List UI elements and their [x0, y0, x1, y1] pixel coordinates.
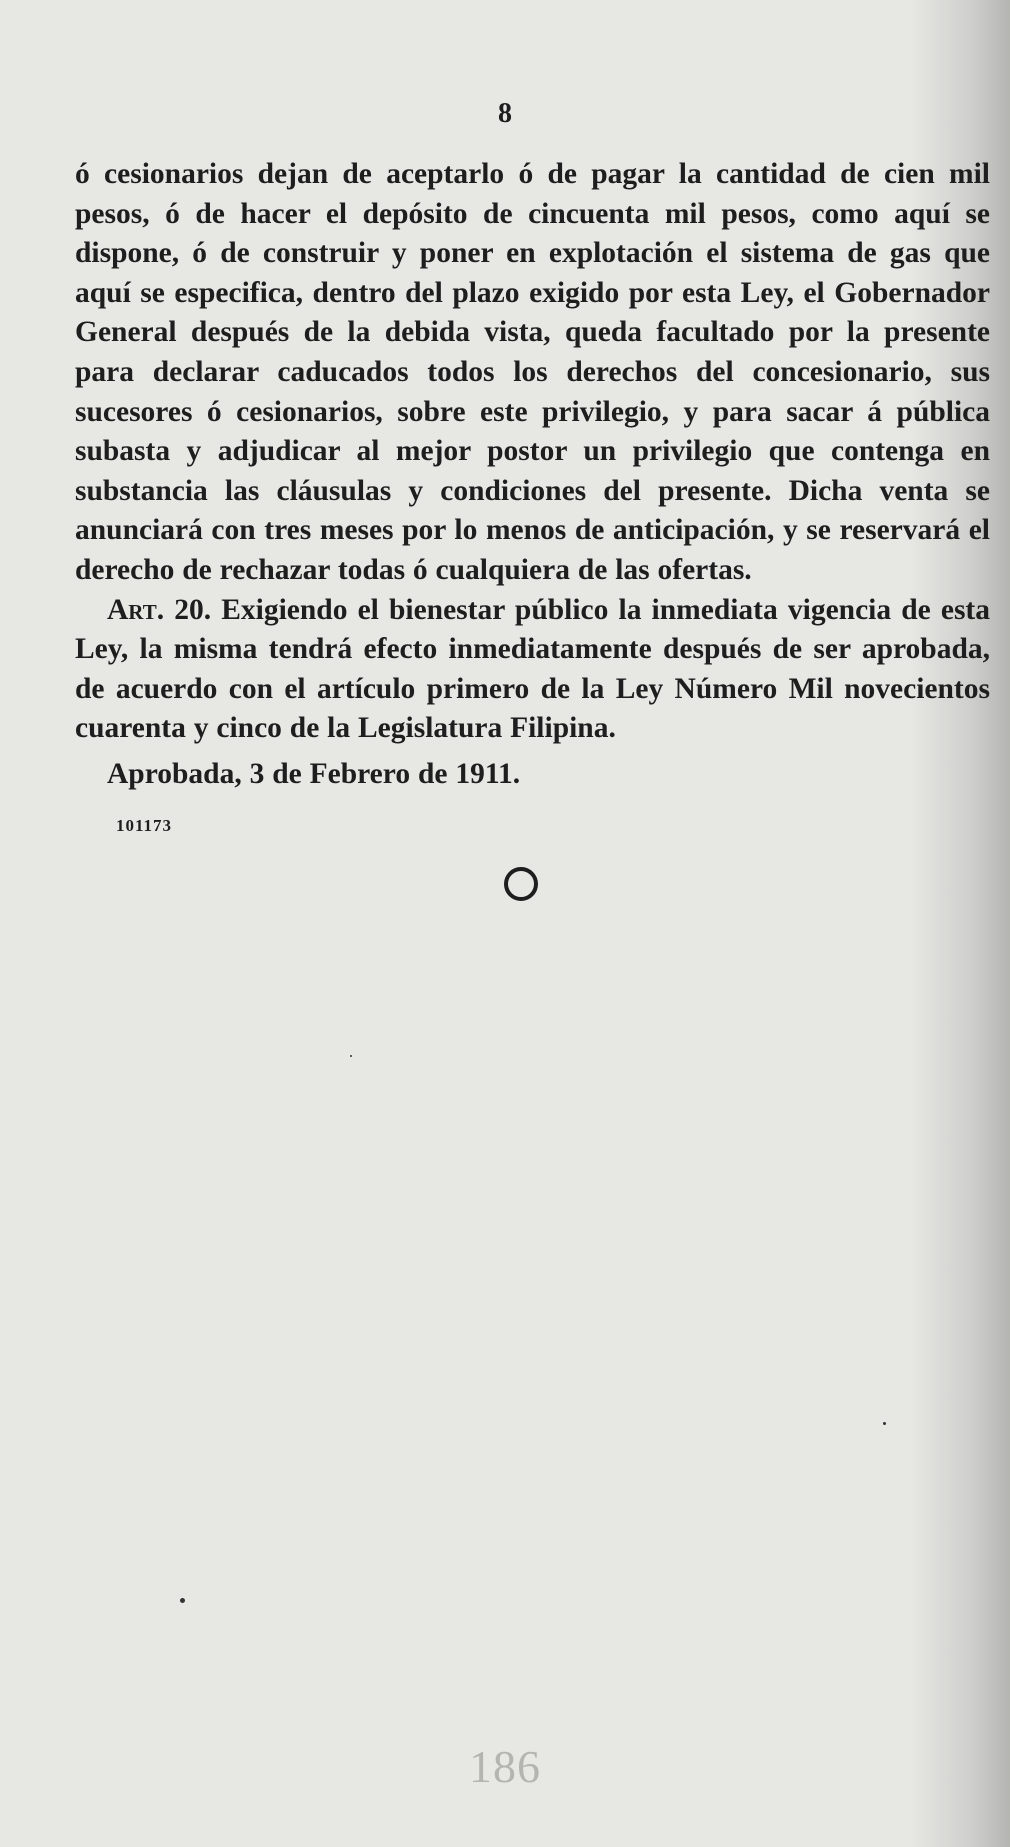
dust-speck — [883, 1422, 886, 1425]
paragraph-continuation: ó cesionarios dejan de aceptarlo ó de pagar la cantidad de cien mil pesos, ó de hacer el depósito de cincuenta mil pesos, como aquí se dispone, ó de construir y poner en explotación el sistema de gas que aquí se especifica, dentro del plazo exigido por esta Ley, el Gobernador General después de la debida vista, queda facultado por la presente para declarar caducados todos los derechos del concesionario, sus sucesores ó cesionarios, sobre este privilegio, y para sacar á pública subasta y adjudicar al mejor postor un privilegio que contenga en substancia las cláusulas y condiciones del presente. Dicha venta se anunciará con tres meses por lo menos de anticipación, y se reservará el derecho de rechazar todas ó cualquiera de las ofertas. — [75, 158, 990, 586]
article-label: Art — [107, 593, 157, 626]
article-20-text: . 20. Exigiendo el bienestar público la inmediata vigencia de esta Ley, la misma tendrá efecto inmediatamente después de ser aprobada, de acuerdo con el artículo primero de la Ley Número Mil novecientos cuarenta y cinco de la Legislatura Filipina. — [75, 593, 990, 745]
page-number: 8 — [498, 98, 512, 129]
dust-speck — [350, 1055, 352, 1057]
footer-page-number: 186 — [469, 1741, 541, 1792]
article-20-paragraph — [75, 591, 990, 749]
end-circle-mark — [504, 867, 538, 901]
dust-speck — [180, 1598, 185, 1603]
print-code: 101173 — [116, 816, 173, 835]
body-text — [75, 155, 990, 795]
approval-date: Aprobada, 3 de Febrero de 1911. — [107, 757, 521, 790]
